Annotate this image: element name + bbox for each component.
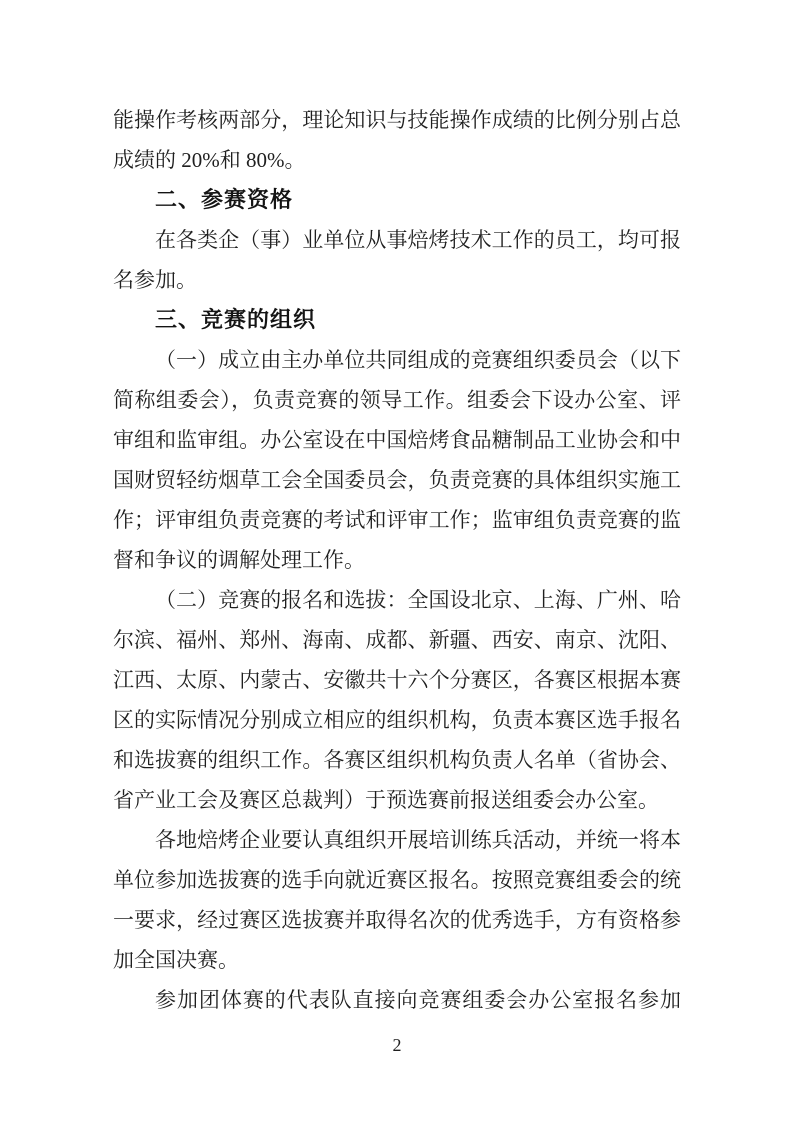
paragraph-line: 江西、太原、内蒙古、安徽共十六个分赛区，各赛区根据本赛	[113, 668, 681, 692]
paragraph-line: 成绩的 20%和 80%。	[113, 148, 306, 172]
paragraph-line: 单位参加选拔赛的选手向就近赛区报名。按照竞赛组委会的统	[113, 868, 681, 892]
paragraph-line: 和选拔赛的组织工作。各赛区组织机构负责人名单（省协会、	[113, 748, 681, 772]
paragraph-line: 名参加。	[113, 268, 197, 292]
paragraph-line: 在各类企（事）业单位从事焙烤技术工作的员工，均可报	[155, 228, 681, 252]
paragraph-line: 能操作考核两部分，理论知识与技能操作成绩的比例分别占总	[113, 108, 681, 132]
paragraph-line: 督和争议的调解处理工作。	[113, 548, 365, 572]
paragraph-line: 简称组委会），负责竞赛的领导工作。组委会下设办公室、评	[113, 388, 681, 412]
paragraph-line: 区的实际情况分别成立相应的组织机构，负责本赛区选手报名	[113, 708, 681, 732]
paragraph-line: 国财贸轻纺烟草工会全国委员会，负责竞赛的具体组织实施工	[113, 468, 681, 492]
section-heading: 三、竞赛的组织	[155, 307, 317, 332]
section-heading: 二、参赛资格	[155, 187, 294, 212]
paragraph-line: （二）竞赛的报名和选拔：全国设北京、上海、广州、哈	[155, 588, 681, 612]
paragraph-line: 省产业工会及赛区总裁判）于预选赛前报送组委会办公室。	[113, 788, 659, 812]
paragraph-line: 作；评审组负责竞赛的考试和评审工作；监审组负责竞赛的监	[113, 508, 681, 532]
paragraph-line: 审组和监审组。办公室设在中国焙烤食品糖制品工业协会和中	[113, 428, 681, 452]
paragraph-line: 尔滨、福州、郑州、海南、成都、新疆、西安、南京、沈阳、	[113, 628, 681, 652]
paragraph-line: 一要求，经过赛区选拔赛并取得名次的优秀选手，方有资格参	[113, 908, 681, 932]
paragraph-line: 参加团体赛的代表队直接向竞赛组委会办公室报名参加	[155, 988, 681, 1012]
paragraph-line: 加全国决赛。	[113, 948, 239, 972]
paragraph-line: （一）成立由主办单位共同组成的竞赛组织委员会（以下	[155, 348, 681, 372]
document-body	[113, 100, 681, 1020]
page-number: 2	[392, 1035, 402, 1055]
paragraph-line: 各地焙烤企业要认真组织开展培训练兵活动，并统一将本	[155, 828, 681, 852]
